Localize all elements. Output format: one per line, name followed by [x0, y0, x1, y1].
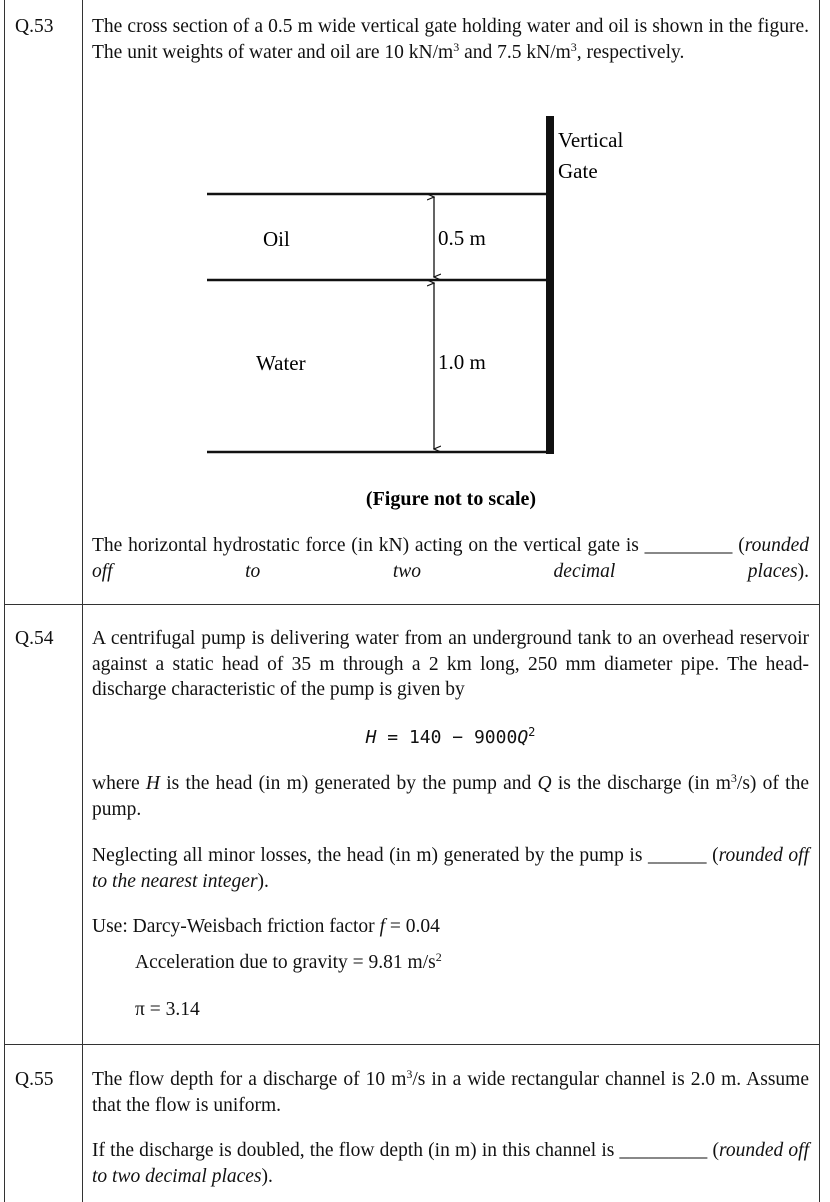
gate-label-line2: Gate [558, 159, 598, 183]
water-label: Water [256, 351, 306, 375]
q53-intro: The cross section of a 0.5 m wide vertical gate holding water and oil is shown in the figure. The unit weights of water and oil are 10 $kN/m^3$ and 7.5 $kN/m^3$, respectively. [92, 16, 809, 63]
row-divider-54-55 [4, 1044, 820, 1045]
question-number-54: Q.54 [15, 628, 54, 649]
gate-label-line1: Vertical [558, 128, 624, 152]
q53-question: The horizontal hydrostatic force (in kN) acting on the vertical gate is _________ (rounded off to two decimal places). [92, 535, 809, 582]
q55-intro: The flow depth for a discharge of 10 $m^3/s$ in a wide rectangular channel is 2.0 m. Assume that the flow is uniform. [92, 1067, 809, 1116]
vertical-gate [546, 116, 554, 454]
q55-question: If the discharge is doubled, the flow depth (in m) in this channel is _________ (rounded off to two decimal places). [92, 1140, 809, 1187]
figure-caption: (Figure not to scale) [365, 488, 537, 510]
row-divider-53-54 [4, 604, 820, 605]
q54-question: Neglecting all minor losses, the head (in m) generated by the pump is ______ (rounded off to the nearest integer). [92, 845, 810, 892]
oil-depth-label: 0.5 m [438, 226, 486, 250]
water-depth-label: 1.0 m [438, 350, 486, 374]
oil-label: Oil [263, 227, 290, 251]
q54-where: where H is the head (in m) generated by the pump and Q is the discharge (in $m^3/s$) of the pump. [92, 771, 810, 820]
q54-equation: $H = 140 - 9000Q^2$ [365, 725, 536, 748]
q54-intro: A centrifugal pump is delivering water from an underground tank to an overhead reservoir against a static head of 35 m through a 2 km long, 250 mm diameter pipe. The head-discharge characteristic of the pump is given by [92, 628, 809, 700]
gate-figure [0, 0, 830, 520]
q54-use-friction: Use: Darcy-Weisbach friction factor f = 0.04 [92, 916, 440, 937]
q54-pi: π = 3.14 [135, 999, 200, 1020]
q54-gravity: Acceleration due to gravity = 9.81 $m/s^2$ [135, 950, 442, 973]
question-number-55: Q.55 [15, 1069, 54, 1090]
question-number-53: Q.53 [15, 16, 54, 37]
